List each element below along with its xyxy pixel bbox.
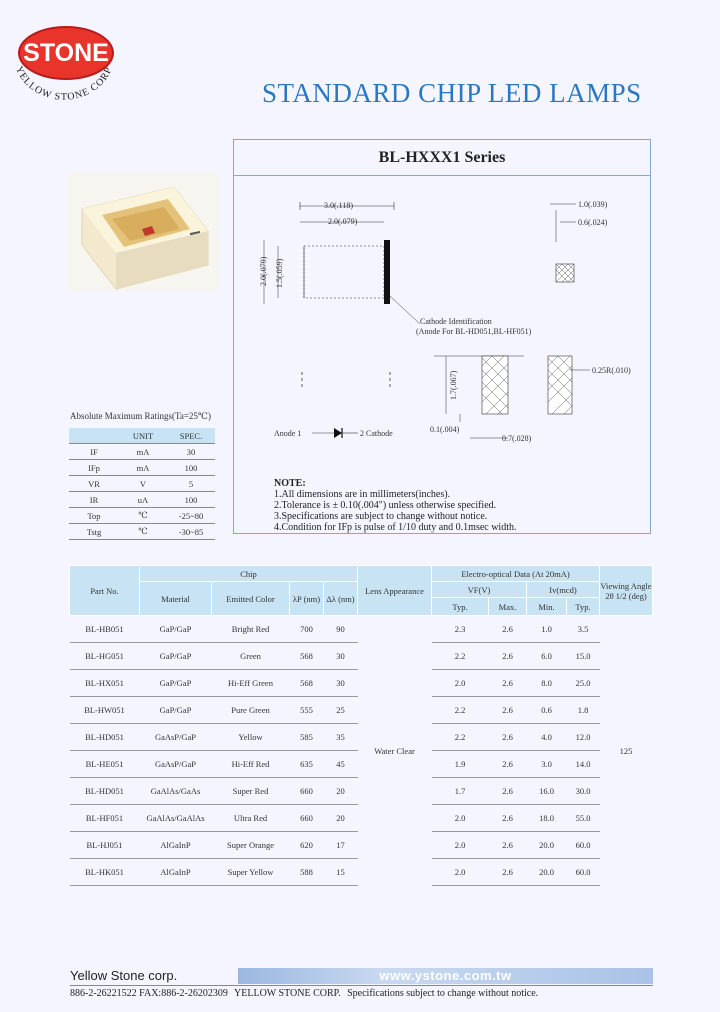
emitted-color-cell: Hi-Eff Red	[212, 751, 290, 778]
iv-typ-cell: 60.0	[567, 859, 600, 886]
material-cell: GaAsP/GaP	[140, 751, 212, 778]
note-line: 4.Condition for IFp is pulse of 1/10 duty and 0.1msec width.	[274, 522, 517, 533]
footer-url[interactable]: www.ystone.com.tw	[379, 968, 512, 983]
iv-min-cell: 3.0	[527, 751, 567, 778]
material-cell: GaAlAs/GaAs	[140, 778, 212, 805]
part-number-cell: BL-HJ051	[70, 832, 140, 859]
footer-divider	[70, 985, 653, 986]
emitted-color-cell: Super Yellow	[212, 859, 290, 886]
abs-max-table	[69, 428, 215, 540]
spec-table	[69, 565, 653, 886]
table-header-row	[69, 428, 215, 444]
svg-text:YELLOW STONE CORP.: YELLOW STONE CORP	[13, 64, 115, 103]
header-emitted-color: Emitted Color	[212, 582, 290, 616]
cell: mA	[119, 460, 167, 476]
series-title: BL-HXXX1 Series	[234, 140, 650, 176]
part-number-cell: BL-HW051	[70, 697, 140, 724]
footer-corp: YELLOW STONE CORP.	[234, 988, 341, 999]
cell: mA	[119, 444, 167, 460]
emitted-color-cell: Ultra Red	[212, 805, 290, 832]
iv-min-cell: 0.6	[527, 697, 567, 724]
lambda-p-cell: 588	[290, 859, 324, 886]
header-iv-typ: Typ.	[567, 598, 600, 616]
header-lambda-p: λP (nm)	[290, 582, 324, 616]
vf-typ-cell: 2.2	[432, 697, 489, 724]
header-delta-lambda: Δλ (nm)	[324, 582, 358, 616]
footer-disclaimer: Specifications subject to change without notice.	[347, 988, 539, 999]
dimension-drawing	[234, 176, 650, 476]
notes-block	[274, 478, 517, 533]
part-number-cell: BL-HG051	[70, 643, 140, 670]
table-row	[69, 476, 215, 492]
iv-typ-cell: 30.0	[567, 778, 600, 805]
header-cell: UNIT	[119, 428, 167, 444]
cell: VR	[69, 476, 119, 492]
material-cell: GaP/GaP	[140, 697, 212, 724]
lambda-p-cell: 568	[290, 643, 324, 670]
cell: uA	[119, 492, 167, 508]
header-iv: Iv(mcd)	[527, 582, 600, 598]
part-number-cell: BL-HK051	[70, 859, 140, 886]
product-photo	[68, 173, 218, 291]
vf-typ-cell: 1.7	[432, 778, 489, 805]
header-chip: Chip	[140, 566, 358, 582]
viewing-angle-cell: 125	[619, 745, 633, 756]
anode-label: Anode 1	[274, 429, 302, 438]
vf-typ-cell: 2.3	[432, 616, 489, 643]
header-cell: SPEC.	[167, 428, 215, 444]
emitted-color-cell: Hi-Eff Green	[212, 670, 290, 697]
vf-max-cell: 2.6	[489, 670, 527, 697]
vf-max-cell: 2.6	[489, 751, 527, 778]
cell: V	[119, 476, 167, 492]
table-row	[69, 492, 215, 508]
iv-min-cell: 4.0	[527, 724, 567, 751]
dim-length: 3.0(.118)	[324, 201, 354, 210]
vf-max-cell: 2.6	[489, 697, 527, 724]
vf-typ-cell: 2.2	[432, 643, 489, 670]
header-material: Material	[140, 582, 212, 616]
iv-min-cell: 1.0	[527, 616, 567, 643]
header-vf-max: Max.	[489, 598, 527, 616]
vf-typ-cell: 2.0	[432, 805, 489, 832]
note-line: 3.Specifications are subject to change without notice.	[274, 511, 488, 522]
delta-lambda-cell: 30	[324, 643, 358, 670]
header-electro: Electro-optical Data (At 20mA)	[432, 566, 600, 582]
iv-typ-cell: 15.0	[567, 643, 600, 670]
delta-lambda-cell: 15	[324, 859, 358, 886]
part-number-cell: BL-HD051	[70, 778, 140, 805]
dim-height-inner: 1.5(.059)	[275, 258, 284, 288]
emitted-color-cell: Yellow	[212, 724, 290, 751]
material-cell: AlGaInP	[140, 832, 212, 859]
vf-typ-cell: 1.9	[432, 751, 489, 778]
page-title: STANDARD CHIP LED LAMPS	[262, 78, 642, 108]
vf-max-cell: 2.6	[489, 724, 527, 751]
company-logo	[2, 6, 126, 104]
cell: 5	[167, 476, 215, 492]
table-row	[70, 616, 653, 643]
cell: 100	[167, 460, 215, 476]
lambda-p-cell: 568	[290, 670, 324, 697]
emitted-color-cell: Super Orange	[212, 832, 290, 859]
iv-typ-cell: 14.0	[567, 751, 600, 778]
header-vf: VF(V)	[432, 582, 527, 598]
lambda-p-cell: 585	[290, 724, 324, 751]
delta-lambda-cell: 25	[324, 697, 358, 724]
part-number-cell: BL-HE051	[70, 751, 140, 778]
header-part-no: Part No.	[70, 566, 140, 616]
iv-typ-cell: 3.5	[567, 616, 600, 643]
logo-wordmark: STONE	[18, 26, 114, 80]
cell: ℃	[119, 508, 167, 524]
delta-lambda-cell: 30	[324, 670, 358, 697]
emitted-color-cell: Pure Green	[212, 697, 290, 724]
emitted-color-cell: Super Red	[212, 778, 290, 805]
footer-text	[70, 988, 542, 999]
iv-typ-cell: 25.0	[567, 670, 600, 697]
material-cell: AlGaInP	[140, 859, 212, 886]
cell: ℃	[119, 524, 167, 540]
material-cell: GaP/GaP	[140, 616, 212, 643]
cell: IF	[69, 444, 119, 460]
dim-side-width: 1.0(.039)	[578, 200, 608, 209]
note-line: 2.Tolerance is ± 0.10(.004") unless otherwise specified.	[274, 500, 497, 511]
vf-typ-cell: 2.0	[432, 670, 489, 697]
lambda-p-cell: 660	[290, 805, 324, 832]
emitted-color-cell: Bright Red	[212, 616, 290, 643]
cell: -30~85	[167, 524, 215, 540]
footer-phone: 886-2-26221522 FAX:886-2-26202309	[70, 988, 228, 999]
cell: 30	[167, 444, 215, 460]
footer-url-bar	[238, 968, 653, 984]
iv-min-cell: 16.0	[527, 778, 567, 805]
iv-typ-cell: 12.0	[567, 724, 600, 751]
delta-lambda-cell: 90	[324, 616, 358, 643]
cell: Tstg	[69, 524, 119, 540]
iv-min-cell: 6.0	[527, 643, 567, 670]
header-cell	[69, 428, 119, 444]
cell: -25~80	[167, 508, 215, 524]
vf-max-cell: 2.6	[489, 616, 527, 643]
part-number-cell: BL-HD051	[70, 724, 140, 751]
cathode-label: 2 Cathode	[360, 429, 393, 438]
lambda-p-cell: 620	[290, 832, 324, 859]
series-panel	[233, 139, 651, 534]
iv-typ-cell: 60.0	[567, 832, 600, 859]
cell: Top	[69, 508, 119, 524]
dim-foot-width: 0.7(.028)	[502, 434, 532, 443]
part-number-cell: BL-HF051	[70, 805, 140, 832]
dim-radius: 0.25R(.010)	[592, 366, 631, 375]
cell: 100	[167, 492, 215, 508]
iv-min-cell: 20.0	[527, 859, 567, 886]
delta-lambda-cell: 20	[324, 778, 358, 805]
material-cell: GaAlAs/GaAlAs	[140, 805, 212, 832]
notes-heading: NOTE:	[274, 478, 306, 489]
vf-typ-cell: 2.0	[432, 859, 489, 886]
iv-min-cell: 18.0	[527, 805, 567, 832]
lambda-p-cell: 660	[290, 778, 324, 805]
header-iv-min: Min.	[527, 598, 567, 616]
iv-typ-cell: 1.8	[567, 697, 600, 724]
cell: IR	[69, 492, 119, 508]
dim-pad: 2.0(.079)	[328, 217, 358, 226]
cell: IFp	[69, 460, 119, 476]
table-row	[69, 444, 215, 460]
vf-max-cell: 2.6	[489, 832, 527, 859]
table-row	[69, 524, 215, 540]
abs-max-title: Absolute Maximum Ratings(Ta=25℃)	[70, 411, 211, 421]
material-cell: GaP/GaP	[140, 670, 212, 697]
vf-max-cell: 2.6	[489, 643, 527, 670]
vf-typ-cell: 2.0	[432, 832, 489, 859]
delta-lambda-cell: 35	[324, 724, 358, 751]
dim-height: 2.0(.079)	[259, 256, 268, 286]
header-vf-typ: Typ.	[432, 598, 489, 616]
part-number-cell: BL-HB051	[70, 616, 140, 643]
anode-note: (Anode For BL-HD051,BL-HF051)	[416, 327, 532, 336]
table-row	[69, 460, 215, 476]
lambda-p-cell: 635	[290, 751, 324, 778]
table-row	[69, 508, 215, 524]
header-viewing-angle: Viewing Angle 2θ 1/2 (deg)	[600, 566, 653, 616]
dim-foot: 0.1(.004)	[430, 425, 460, 434]
iv-min-cell: 20.0	[527, 832, 567, 859]
header-lens: Lens Appearance	[358, 566, 432, 616]
delta-lambda-cell: 17	[324, 832, 358, 859]
vf-max-cell: 2.6	[489, 859, 527, 886]
iv-typ-cell: 55.0	[567, 805, 600, 832]
vf-max-cell: 2.6	[489, 778, 527, 805]
material-cell: GaAsP/GaP	[140, 724, 212, 751]
material-cell: GaP/GaP	[140, 643, 212, 670]
iv-min-cell: 8.0	[527, 670, 567, 697]
dim-package-height: 1.7(.067)	[449, 370, 458, 400]
cathode-note: Cathode Identification	[420, 317, 492, 326]
vf-max-cell: 2.6	[489, 805, 527, 832]
footer-company-name: Yellow Stone corp.	[70, 968, 178, 983]
dim-side-thickness: 0.6(.024)	[578, 218, 608, 227]
vf-typ-cell: 2.2	[432, 724, 489, 751]
lens-appearance-cell: Water Clear	[374, 745, 415, 756]
note-line: 1.All dimensions are in millimeters(inches).	[274, 489, 451, 500]
part-number-cell: BL-HX051	[70, 670, 140, 697]
emitted-color-cell: Green	[212, 643, 290, 670]
delta-lambda-cell: 45	[324, 751, 358, 778]
lambda-p-cell: 555	[290, 697, 324, 724]
lambda-p-cell: 700	[290, 616, 324, 643]
delta-lambda-cell: 20	[324, 805, 358, 832]
